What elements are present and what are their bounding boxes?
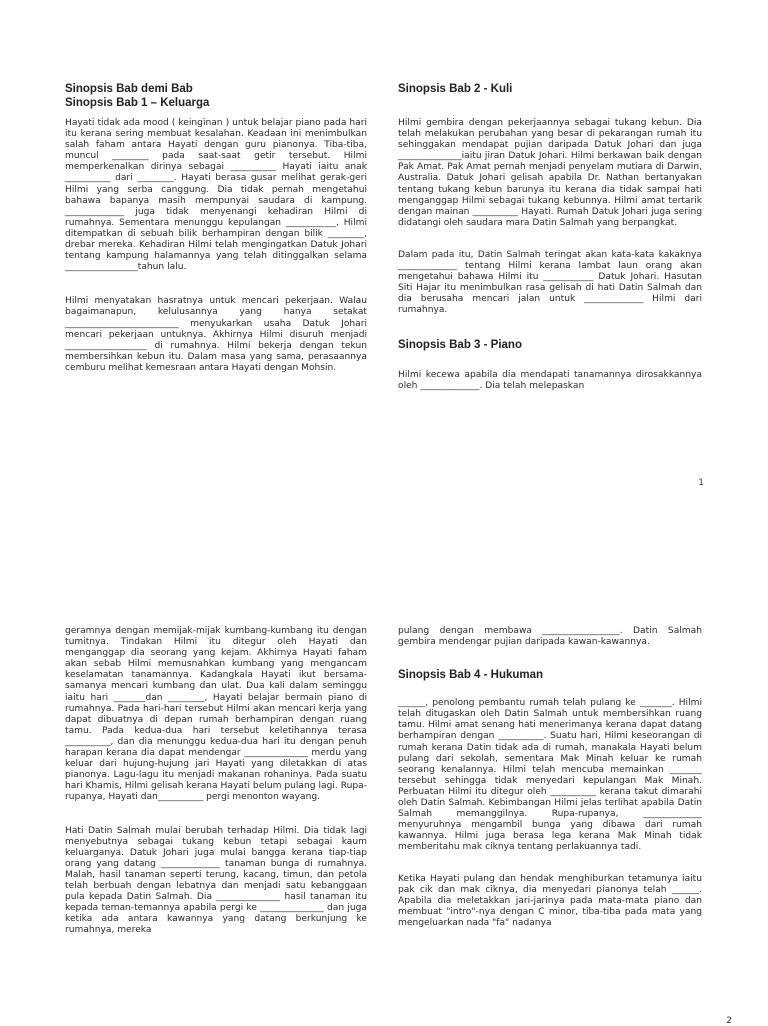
page-number-2: 2 (726, 1016, 732, 1026)
chapter-3-paragraph-4: pulang dengan membawa _________________. Datin Salmah gembira mendengar pujian daripada kawan-kawannya. (398, 626, 702, 648)
chapter-2-paragraph-2: Dalam pada itu, Datin Salmah teringat akan kata-kata kakaknya _____________ tentang Hilmi kerana lambat laun orang akan mengetahui bahawa Hilmi itu ___________ Datuk Johari. Hasutan Siti Hajar itu menimbulkan rasa gelisah di hati Datin Salmah dan dia berusaha mencari jalan untuk _____________ Hilmi dari rumahnya. (398, 249, 702, 316)
chapter-4-paragraph-1: ______, penolong pembantu rumah telah pulang ke _______. Hilmi telah ditugaskan oleh Datin Salmah untuk membersihkan ruang tamu. Hilmi amat senang hati menerimanya kerana dapat datang berhampiran dengan __________. Suatu hari, Hilmi keseorangan di rumah kerana Datin tidak ada di rumah, manakala Hayati belum pulang dari sekolah, sementara Mak Minah keluar ke rumah seorang kenalannya. Hilmi telah mencuba memainkan _______ tersebut sehingga tidak menyedari kepulangan Mak Minah. Perbuatan Hilmi itu ditegur oleh __________ kerana takut dimarahi oleh Datin Salmah. Kebimbangan Hilmi jelas terlihat apabila Datin Salmah memanggilnya. Rupa-rupanya, _____________ menyuruhnya mengambil bunga yang dibawa dari rumah kawannya. Hilmi juga berasa lega kerana Mak Minah tidak memberitahu mak ciknya tentang perlakuannya tadi. (398, 698, 702, 853)
page-1-left-column (65, 82, 367, 392)
chapter-2-heading: Sinopsis Bab 2 - Kuli (398, 83, 513, 95)
page-number: 1 (698, 478, 704, 488)
page-2-left-column (65, 626, 367, 954)
chapter-3-paragraph-1: Hilmi kecewa apabila dia mendapati tanamannya dirosakkannya oleh _____________. Dia telah melepaskan (398, 369, 702, 391)
page-gap (0, 540, 768, 572)
page-2 (0, 572, 768, 1024)
chapter-1-paragraph-2: Hilmi menyatakan hasratnya untuk mencari pekerjaan. Walau bagaimanapun, kelulusannya yang hanya setakat _________________________ menyukarkan usaha Datuk Johari mencari pekerjaan untuknya. Akhirnya Hilmi disuruh menjadi __________________ di rumahnya. Hilmi bekerja dengan tekun membersihkan kebun itu. Dalam masa yang sama, perasaannya cemburu melihat kemesraan antara Hayati dengan Mohsin. (65, 296, 367, 373)
document-title: Sinopsis Bab demi Bab (65, 83, 193, 95)
page-1-right-column (398, 82, 702, 410)
chapter-1-heading: Sinopsis Bab 1 – Keluarga (65, 97, 210, 109)
chapter-4-paragraph-2: Ketika Hayati pulang dan hendak menghiburkan tetamunya iaitu pak cik dan mak ciknya, dia menyedari pianonya telah ______. Apabila dia meletakkan jari-jarinya pada mata-mata piano dan membuat "intro"-nya dengan C minor, tiba-tiba pada mata yang mengeluarkan nada "fa" nadanya (398, 873, 702, 928)
chapter-4-heading: Sinopsis Bab 4 - Hukuman (398, 669, 544, 682)
chapter-3-paragraph-3: Hati Datin Salmah mulai berubah terhadap Hilmi. Dia tidak lagi menyebutnya sebagai tukang kebun tetapi sebagai kaum keluarganya. Datuk Johari juga mulai bangga kerana tiap-tiap orang yang datang _____________ tanaman bunga di rumahnya. Malah, hasil tanaman seperti terung, kacang, timun, dan petola telah berbuah dengan lebatnya dan menjadi satu kebanggaan pula kepada Datin Salmah. Dia ______________ hasil tanaman itu kepada teman-temannya apabila pergi ke ______________ dan juga ketika ada antara kawannya yang datang berkunjung ke rumahnya, mereka (65, 825, 367, 936)
chapter-3-heading: Sinopsis Bab 3 - Piano (398, 338, 522, 351)
chapter-1-paragraph-1: Hayati tidak ada mood ( keinginan ) untuk belajar piano pada hari itu kerana sering membuat kesalahan. Keadaan ini menimbulkan salah faham antara Hayati dengan guru pianonya. Tiba-tiba, muncul ________ pada saat-saat getir tersebut. Hilmi memperkenalkan dirinya sebagai __________ Hayati iaitu anak __________ dari ________. Hayati berasa gusar melihat gerak-geri Hilmi yang serba canggung. Dia tidak pernah mengetahui bahawa bapanya masih mempunyai saudara di kampung. _____________ juga tidak menyenangi kehadiran Hilmi di rumahnya. Sementara menunggu kepulangan ___________, Hilmi ditempatkan di sebuah bilik berhampiran dengan bilik ________, drebar mereka. Kehadiran Hilmi telah mengingatkan Datuk Johari tentang kampung halamannya yang telah ditinggalkan selama ________________tahun lalu. (65, 118, 367, 273)
chapter-2-paragraph-1: Hilmi gembira dengan pekerjaannya sebagai tukang kebun. Dia telah melakukan perubahan yang besar di pekarangan rumah itu sehinggakan mendapat pujian daripada Datuk Johari dan juga ______________iaitu jiran Datuk Johari. Hilmi berkawan baik dengan Pak Amat. Pak Amat pernah menjadi penyelam mutiara di Darwin, Australia. Datuk Johari gelisah apabila Dr. Nathan bertanyakan tentang tukang kebun barunya itu kerana dia tidak sampai hati menganggap Hilmi sebagai tukang kebunnya. Hilmi amat tertarik dengan mainan __________ Hayati. Rumah Datuk Johari juga sering didatangi oleh saudara mara Datin Salmah yang berpangkat. (398, 118, 702, 228)
chapter-3-paragraph-2: geramnya dengan memijak-mijak kumbang-kumbang itu dengan tumitnya. Tindakan Hilmi itu ditegur oleh Hayati dan menganggap dia seorang yang kejam. Akhirnya Hayati faham akan sebab Hilmi memusnahkan kumbang yang mengancam keselamatan tanamannya. Kadangkala Hayati ikut bersama-samanya mencari kumbang dan ulat. Dua kali dalam seminggu iaitu hari _______dan ________, Hayati belajar bermain piano di rumahnya. Pada hari-hari tersebut Hilmi akan mencari kerja yang dapat dibuatnya di depan rumah berhampiran dengan ruang tamu. Pada kedua-dua hari tersebut keletihannya terasa __________, dan dia menunggu kedua-dua hari itu dengan penuh harapan kerana dia dapat mendengar ______________ merdu yang keluar dari hujung-hujung jari Hayati yang diletakkan di atas pianonya. Lagu-lagu itu menjadi makanan rohaninya. Pada suatu hari Khamis, Hilmi gelisah kerana Hayati belum pulang lagi. Rupa-rupanya, Hayati dan__________ pergi menonton wayang. (65, 626, 367, 803)
page-2-right-column (398, 626, 702, 947)
